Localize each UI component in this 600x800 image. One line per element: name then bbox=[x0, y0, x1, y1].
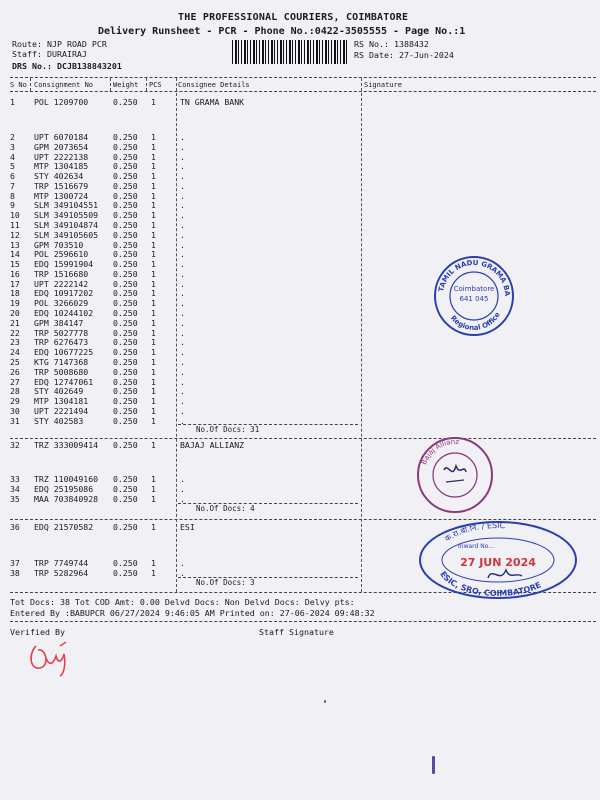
table-row bbox=[0, 172, 600, 182]
row-pcs: 1 bbox=[151, 440, 156, 450]
row-detail-dot: . bbox=[180, 171, 185, 182]
staff-signature-label: Staff Signature bbox=[259, 627, 334, 637]
row-sno: 17 bbox=[10, 278, 20, 289]
row-detail-dot: . bbox=[180, 376, 185, 387]
row-pcs: 1 bbox=[151, 268, 156, 279]
route-label: Route: NJP ROAD PCR bbox=[12, 39, 107, 49]
row-detail-dot: . bbox=[180, 347, 185, 358]
row-pcs: 1 bbox=[151, 347, 156, 358]
row-sno: 15 bbox=[10, 259, 20, 270]
row-consignment-no: EDQ 25195086 bbox=[34, 483, 94, 494]
row-consignment-no: TRZ 333009414 bbox=[34, 440, 99, 450]
row-consignment-no: MTP 1300724 bbox=[34, 190, 89, 201]
table-row bbox=[0, 182, 600, 192]
row-consignment-no: TRP 7749744 bbox=[34, 558, 89, 568]
row-sno: 26 bbox=[10, 366, 20, 377]
row-detail-dot: . bbox=[180, 161, 185, 172]
row-sno: 20 bbox=[10, 308, 20, 319]
row-consignment-no: EDQ 10244102 bbox=[34, 308, 94, 319]
row-consignment-no: GPM 384147 bbox=[34, 317, 84, 328]
row-consignee: ESI bbox=[180, 522, 195, 532]
row-detail-dot: . bbox=[180, 558, 185, 568]
row-weight: 0.250 bbox=[113, 347, 138, 358]
row-weight: 0.250 bbox=[113, 180, 138, 191]
row-weight: 0.250 bbox=[113, 97, 138, 107]
docs-underline bbox=[178, 577, 358, 578]
row-pcs: 1 bbox=[151, 522, 156, 532]
grama-stamp-bottom-text: Regional Office bbox=[448, 310, 502, 333]
row-consignment-no: MTP 1304181 bbox=[34, 396, 89, 407]
row-sno: 10 bbox=[10, 210, 20, 221]
row-weight: 0.250 bbox=[113, 190, 138, 201]
row-consignment-no: GPM 2073654 bbox=[34, 141, 89, 152]
row-consignment-no: EDQ 10677225 bbox=[34, 347, 94, 358]
row-detail-dot: . bbox=[180, 386, 185, 397]
entered-by-line: Entered By :BABUPCR 06/27/2024 9:46:05 AM Printed on: 27-06-2024 09:48:32 bbox=[10, 608, 375, 618]
row-weight: 0.250 bbox=[113, 327, 138, 338]
row-consignee: TN GRAMA BANK bbox=[180, 97, 245, 107]
drs-number: DRS No.: DCJB138843201 bbox=[12, 61, 122, 71]
pen-dot bbox=[324, 700, 326, 703]
row-weight: 0.250 bbox=[113, 396, 138, 407]
totals-line: Tot Docs: 38 Tot COD Amt: 0.00 Delvd Docs: Non Delvd Docs: Delvy pts: bbox=[10, 597, 355, 607]
row-weight: 0.250 bbox=[113, 558, 138, 568]
row-consignment-no: SLM 349104874 bbox=[34, 220, 99, 231]
row-pcs: 1 bbox=[151, 200, 156, 211]
col-pcs: PCS bbox=[149, 81, 162, 89]
row-detail-dot: . bbox=[180, 259, 185, 270]
row-weight: 0.250 bbox=[113, 493, 138, 504]
row-detail-dot: . bbox=[180, 415, 185, 426]
row-pcs: 1 bbox=[151, 376, 156, 387]
row-detail-dot: . bbox=[180, 308, 185, 319]
row-detail-dot: . bbox=[180, 180, 185, 191]
row-weight: 0.250 bbox=[113, 440, 138, 450]
row-consignment-no: KTG 7147368 bbox=[34, 356, 89, 367]
table-row bbox=[0, 133, 600, 143]
row-weight: 0.250 bbox=[113, 317, 138, 328]
row-consignment-no: SLM 349105605 bbox=[34, 229, 99, 240]
row-weight: 0.250 bbox=[113, 259, 138, 270]
row-detail-dot: . bbox=[180, 568, 185, 578]
esic-inward-text: Inward No... bbox=[458, 543, 495, 550]
row-detail-dot: . bbox=[180, 396, 185, 407]
row-detail-dot: . bbox=[180, 132, 185, 142]
row-sno: 2 bbox=[10, 132, 15, 142]
docs-underline bbox=[178, 424, 358, 425]
row-consignment-no: EDQ 10917202 bbox=[34, 288, 94, 299]
esic-stamp-date: 27 JUN 2024 bbox=[460, 556, 536, 569]
row-pcs: 1 bbox=[151, 190, 156, 201]
row-sno: 23 bbox=[10, 337, 20, 348]
row-consignment-no: UPT 2222142 bbox=[34, 278, 89, 289]
row-weight: 0.250 bbox=[113, 405, 138, 416]
col-weight: Weight bbox=[113, 81, 139, 89]
col-signature: Signature bbox=[364, 81, 402, 89]
row-consignee: BAJAJ ALLIANZ bbox=[180, 440, 245, 450]
row-consignment-no: EDQ 21570582 bbox=[34, 522, 94, 532]
row-weight: 0.250 bbox=[113, 308, 138, 319]
row-detail-dot: . bbox=[180, 337, 185, 348]
row-weight: 0.250 bbox=[113, 298, 138, 309]
row-pcs: 1 bbox=[151, 171, 156, 182]
row-weight: 0.250 bbox=[113, 376, 138, 387]
company-title: THE PROFESSIONAL COURIERS, COIMBATORE bbox=[178, 12, 409, 23]
row-pcs: 1 bbox=[151, 151, 156, 162]
group-rule bbox=[10, 438, 596, 439]
row-detail-dot: . bbox=[180, 288, 185, 299]
grama-stamp-top-text: TAMIL NADU GRAMA BA bbox=[437, 258, 512, 297]
row-detail-dot: . bbox=[180, 220, 185, 231]
table-row bbox=[0, 143, 600, 153]
row-consignment-no: SLM 349104551 bbox=[34, 200, 99, 211]
row-pcs: 1 bbox=[151, 366, 156, 377]
row-sno: 29 bbox=[10, 396, 20, 407]
col-sno: S No bbox=[10, 81, 27, 89]
row-pcs: 1 bbox=[151, 308, 156, 319]
row-pcs: 1 bbox=[151, 97, 156, 107]
row-consignment-no: STY 402583 bbox=[34, 415, 84, 426]
row-detail-dot: . bbox=[180, 190, 185, 201]
row-detail-dot: . bbox=[180, 493, 185, 504]
row-consignment-no: TRP 1516679 bbox=[34, 180, 89, 191]
row-sno: 3 bbox=[10, 141, 15, 152]
row-consignment-no: SLM 349105509 bbox=[34, 210, 99, 221]
row-sno: 24 bbox=[10, 347, 20, 358]
col-sep bbox=[30, 78, 31, 91]
row-weight: 0.250 bbox=[113, 337, 138, 348]
runsheet-subtitle: Delivery Runsheet - PCR - Phone No.:0422-3505555 - Page No.:1 bbox=[98, 26, 466, 37]
table-row bbox=[0, 387, 600, 397]
barcode bbox=[232, 40, 348, 64]
row-sno: 6 bbox=[10, 171, 15, 182]
row-pcs: 1 bbox=[151, 337, 156, 348]
header-rule-bottom bbox=[10, 91, 596, 92]
row-weight: 0.250 bbox=[113, 249, 138, 260]
row-sno: 36 bbox=[10, 522, 20, 532]
row-pcs: 1 bbox=[151, 317, 156, 328]
table-row bbox=[0, 98, 600, 108]
row-pcs: 1 bbox=[151, 483, 156, 494]
row-sno: 34 bbox=[10, 483, 20, 494]
row-sno: 21 bbox=[10, 317, 20, 328]
row-pcs: 1 bbox=[151, 288, 156, 299]
row-sno: 30 bbox=[10, 405, 20, 416]
row-detail-dot: . bbox=[180, 268, 185, 279]
row-pcs: 1 bbox=[151, 327, 156, 338]
row-weight: 0.250 bbox=[113, 151, 138, 162]
row-pcs: 1 bbox=[151, 396, 156, 407]
row-detail-dot: . bbox=[180, 327, 185, 338]
row-pcs: 1 bbox=[151, 415, 156, 426]
row-weight: 0.250 bbox=[113, 229, 138, 240]
row-weight: 0.250 bbox=[113, 278, 138, 289]
row-weight: 0.250 bbox=[113, 474, 138, 484]
row-pcs: 1 bbox=[151, 298, 156, 309]
table-row bbox=[0, 441, 600, 451]
row-consignment-no: MAA 703840928 bbox=[34, 493, 99, 504]
verifier-signature bbox=[26, 640, 86, 678]
row-consignment-no: UPT 6070184 bbox=[34, 132, 89, 142]
row-detail-dot: . bbox=[180, 249, 185, 260]
row-consignment-no: TRP 5008680 bbox=[34, 366, 89, 377]
row-sno: 16 bbox=[10, 268, 20, 279]
row-pcs: 1 bbox=[151, 220, 156, 231]
row-weight: 0.250 bbox=[113, 288, 138, 299]
table-row bbox=[0, 231, 600, 241]
row-pcs: 1 bbox=[151, 558, 156, 568]
row-pcs: 1 bbox=[151, 474, 156, 484]
row-detail-dot: . bbox=[180, 151, 185, 162]
row-pcs: 1 bbox=[151, 249, 156, 260]
row-sno: 9 bbox=[10, 200, 15, 211]
row-pcs: 1 bbox=[151, 278, 156, 289]
row-weight: 0.250 bbox=[113, 386, 138, 397]
row-detail-dot: . bbox=[180, 366, 185, 377]
bajaj-stamp bbox=[416, 436, 494, 514]
row-consignment-no: POL 1209700 bbox=[34, 97, 89, 107]
row-pcs: 1 bbox=[151, 493, 156, 504]
row-detail-dot: . bbox=[180, 141, 185, 152]
row-consignment-no: EDQ 12747061 bbox=[34, 376, 94, 387]
esic-stamp bbox=[418, 520, 578, 600]
row-consignment-no: UPT 2221494 bbox=[34, 405, 89, 416]
footer-rule-2 bbox=[10, 621, 596, 622]
row-consignment-no: TRP 5282964 bbox=[34, 568, 89, 578]
table-row bbox=[0, 162, 600, 172]
row-detail-dot: . bbox=[180, 229, 185, 240]
table-row bbox=[0, 348, 600, 358]
grama-stamp-city: Coimbatore bbox=[453, 285, 495, 293]
row-weight: 0.250 bbox=[113, 171, 138, 182]
row-weight: 0.250 bbox=[113, 483, 138, 494]
row-weight: 0.250 bbox=[113, 568, 138, 578]
row-weight: 0.250 bbox=[113, 141, 138, 152]
row-consignment-no: TRP 5027778 bbox=[34, 327, 89, 338]
row-pcs: 1 bbox=[151, 259, 156, 270]
row-sno: 14 bbox=[10, 249, 20, 260]
row-detail-dot: . bbox=[180, 317, 185, 328]
row-pcs: 1 bbox=[151, 229, 156, 240]
row-pcs: 1 bbox=[151, 132, 156, 142]
row-sno: 33 bbox=[10, 474, 20, 484]
row-detail-dot: . bbox=[180, 210, 185, 221]
bajaj-stamp-text: Bajaj Allianz bbox=[419, 437, 460, 466]
row-sno: 12 bbox=[10, 229, 20, 240]
header-rule-top bbox=[10, 77, 596, 78]
row-sno: 32 bbox=[10, 440, 20, 450]
row-weight: 0.250 bbox=[113, 210, 138, 221]
row-consignment-no: GPM 703510 bbox=[34, 239, 84, 250]
table-row bbox=[0, 241, 600, 251]
row-detail-dot: . bbox=[180, 483, 185, 494]
row-detail-dot: . bbox=[180, 405, 185, 416]
col-details: Consignee Details bbox=[178, 81, 250, 89]
row-weight: 0.250 bbox=[113, 522, 138, 532]
row-consignment-no: MTP 1304185 bbox=[34, 161, 89, 172]
row-consignment-no: EDQ 15991904 bbox=[34, 259, 94, 270]
row-pcs: 1 bbox=[151, 141, 156, 152]
rs-date: RS Date: 27-Jun-2024 bbox=[354, 50, 454, 60]
esic-stamp-top-text: क.रा.बी.नि. / ESIC bbox=[443, 520, 506, 544]
col-sep bbox=[110, 78, 111, 91]
row-weight: 0.250 bbox=[113, 239, 138, 250]
table-row bbox=[0, 358, 600, 368]
row-pcs: 1 bbox=[151, 210, 156, 221]
row-pcs: 1 bbox=[151, 568, 156, 578]
docs-underline bbox=[178, 503, 358, 504]
rs-number: RS No.: 1388432 bbox=[354, 39, 429, 49]
row-consignment-no: POL 3266029 bbox=[34, 298, 89, 309]
row-weight: 0.250 bbox=[113, 161, 138, 172]
row-weight: 0.250 bbox=[113, 366, 138, 377]
row-sno: 35 bbox=[10, 493, 20, 504]
row-weight: 0.250 bbox=[113, 132, 138, 142]
no-of-docs: No.Of Docs: 31 bbox=[196, 425, 260, 435]
row-sno: 27 bbox=[10, 376, 20, 387]
grama-bank-stamp bbox=[433, 255, 515, 337]
row-sno: 1 bbox=[10, 97, 15, 107]
row-sno: 4 bbox=[10, 151, 15, 162]
row-sno: 8 bbox=[10, 190, 15, 201]
row-sno: 18 bbox=[10, 288, 20, 299]
no-of-docs: No.Of Docs: 3 bbox=[196, 578, 255, 587]
row-weight: 0.250 bbox=[113, 268, 138, 279]
row-detail-dot: . bbox=[180, 356, 185, 367]
row-sno: 22 bbox=[10, 327, 20, 338]
esic-stamp-bottom-text: ESIC, SRO, COIMBATORE bbox=[438, 569, 543, 599]
row-sno: 31 bbox=[10, 415, 20, 426]
row-sno: 11 bbox=[10, 220, 20, 231]
row-sno: 13 bbox=[10, 239, 20, 250]
no-of-docs: No.Of Docs: 4 bbox=[196, 503, 255, 513]
row-sno: 7 bbox=[10, 180, 15, 191]
row-sno: 28 bbox=[10, 386, 20, 397]
grama-stamp-code: 641 045 bbox=[459, 295, 489, 303]
row-pcs: 1 bbox=[151, 161, 156, 172]
row-pcs: 1 bbox=[151, 386, 156, 397]
row-sno: 25 bbox=[10, 356, 20, 367]
row-weight: 0.250 bbox=[113, 220, 138, 231]
row-pcs: 1 bbox=[151, 405, 156, 416]
verified-by-label: Verified By bbox=[10, 627, 65, 637]
row-detail-dot: . bbox=[180, 474, 185, 484]
table-row bbox=[0, 397, 600, 407]
row-consignment-no: STY 402649 bbox=[34, 386, 84, 397]
row-sno: 38 bbox=[10, 568, 20, 578]
table-row bbox=[0, 378, 600, 388]
row-weight: 0.250 bbox=[113, 200, 138, 211]
row-pcs: 1 bbox=[151, 239, 156, 250]
col-sep bbox=[146, 78, 147, 91]
row-pcs: 1 bbox=[151, 180, 156, 191]
row-sno: 19 bbox=[10, 298, 20, 309]
row-consignment-no: UPT 2222138 bbox=[34, 151, 89, 162]
row-sno: 37 bbox=[10, 558, 20, 568]
row-detail-dot: . bbox=[180, 239, 185, 250]
row-consignment-no: TRZ 110049160 bbox=[34, 474, 99, 484]
row-detail-dot: . bbox=[180, 298, 185, 309]
row-weight: 0.250 bbox=[113, 415, 138, 426]
staff-label: Staff: DURAIRAJ bbox=[12, 49, 87, 59]
row-consignment-no: POL 2596610 bbox=[34, 249, 89, 260]
row-sno: 5 bbox=[10, 161, 15, 172]
table-row bbox=[0, 153, 600, 163]
row-weight: 0.250 bbox=[113, 356, 138, 367]
row-detail-dot: . bbox=[180, 278, 185, 289]
row-pcs: 1 bbox=[151, 356, 156, 367]
row-consignment-no: STY 402634 bbox=[34, 171, 84, 182]
table-row bbox=[0, 407, 600, 417]
row-detail-dot: . bbox=[180, 200, 185, 211]
row-consignment-no: TRP 6276473 bbox=[34, 337, 89, 348]
row-consignment-no: TRP 1516680 bbox=[34, 268, 89, 279]
pen-mark bbox=[432, 756, 435, 774]
col-consignment: Consignment No bbox=[34, 81, 94, 89]
